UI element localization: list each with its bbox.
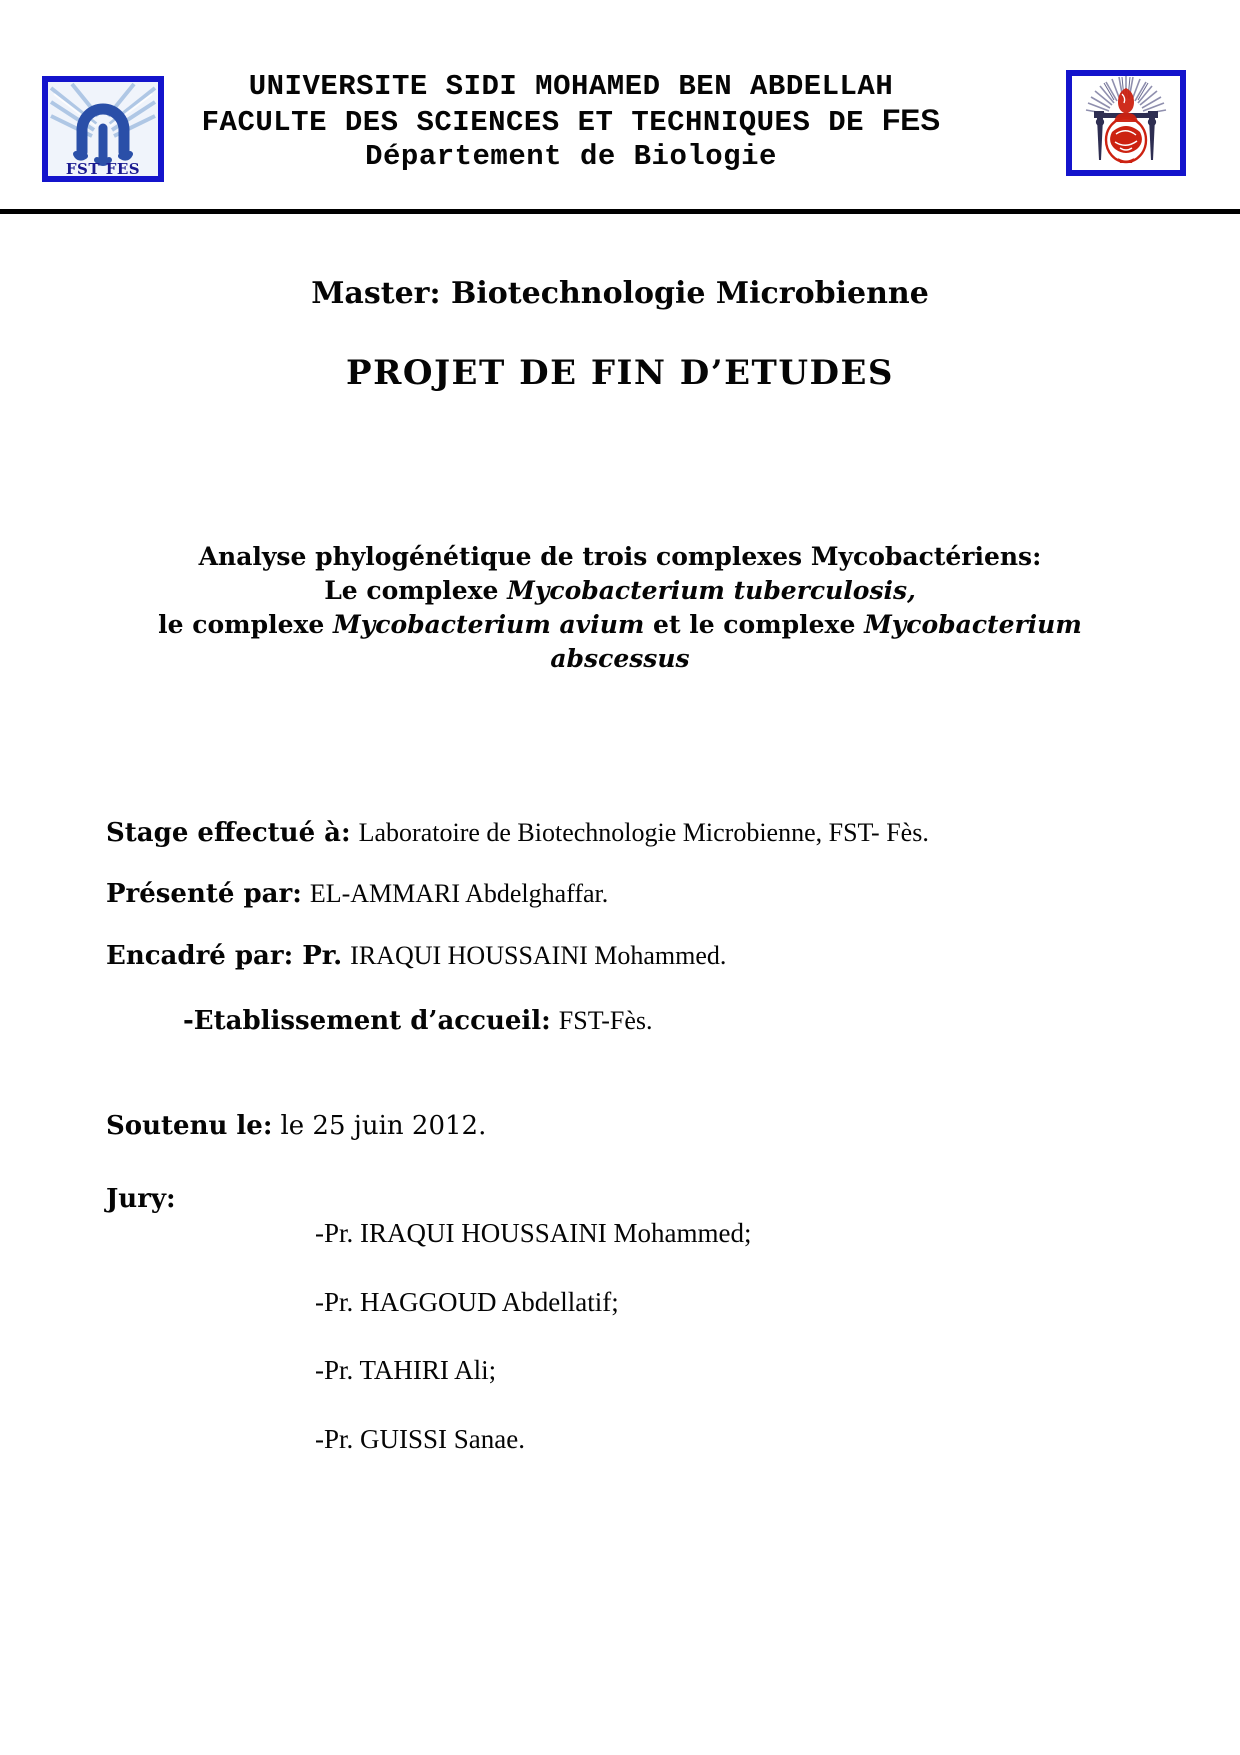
header (190, 70, 952, 174)
master-program-title: Master: Biotechnologie Microbienne (311, 276, 929, 311)
thesis-title-line4: abscessus (550, 644, 690, 673)
host-institution-row (183, 1006, 652, 1036)
thesis-title-line1: Analyse phylogénétique de trois complexes Mycobactériens: (198, 542, 1042, 571)
thesis-title-line2: Le complexe Mycobacterium tuberculosis, (324, 576, 916, 605)
defense-date-value: le 25 juin 2012. (280, 1111, 487, 1141)
supervised-by-row (106, 941, 726, 971)
document-type-title: PROJET DE FIN D’ETUDES (346, 353, 894, 393)
jury-row (106, 1184, 176, 1214)
supervised-by-label: Encadré par: Pr. (106, 941, 343, 971)
jury-member: -Pr. GUISSI Sanae. (315, 1424, 525, 1454)
university-name: UNIVERSITE SIDI MOHAMED BEN ABDELLAH (248, 70, 894, 103)
fst-fes-logo (42, 76, 164, 182)
presented-by-label: Présenté par: (106, 879, 302, 909)
host-institution-value: FST-Fès. (558, 1006, 653, 1035)
presented-by-row (106, 879, 608, 909)
department-name: Département de Biologie (365, 140, 777, 173)
jury-member: -Pr. HAGGOUD Abdellatif; (315, 1287, 619, 1317)
usmba-emblem (1066, 70, 1186, 176)
thesis-title (0, 540, 1240, 676)
faculty-city: FES (881, 104, 941, 137)
usmba-emblem-icon (1066, 70, 1186, 176)
host-institution-label: -Etablissement d’accueil: (183, 1006, 551, 1036)
supervised-by-value: IRAQUI HOUSSAINI Mohammed. (350, 941, 727, 970)
stage-value: Laboratoire de Biotechnologie Microbienne, FST- Fès. (358, 818, 929, 847)
fst-fes-logo-icon (42, 76, 164, 182)
presented-by-value: EL-AMMARI Abdelghaffar. (309, 879, 609, 908)
faculty-name: FACULTE DES SCIENCES ET TECHNIQUES DE FES (201, 104, 941, 139)
defense-date-label: Soutenu le: (106, 1111, 273, 1141)
jury-label: Jury: (106, 1184, 176, 1214)
fst-fes-logo-label: FST FES (65, 160, 141, 178)
header-divider (0, 209, 1240, 214)
jury-member: -Pr. IRAQUI HOUSSAINI Mohammed; (315, 1218, 752, 1248)
defense-date-row (106, 1111, 486, 1141)
thesis-title-line3: le complexe Mycobacterium avium et le complexe Mycobacterium (158, 610, 1082, 639)
jury-member: -Pr. TAHIRI Ali; (315, 1355, 497, 1385)
stage-row (106, 818, 929, 848)
stage-label: Stage effectué à: (106, 818, 351, 848)
